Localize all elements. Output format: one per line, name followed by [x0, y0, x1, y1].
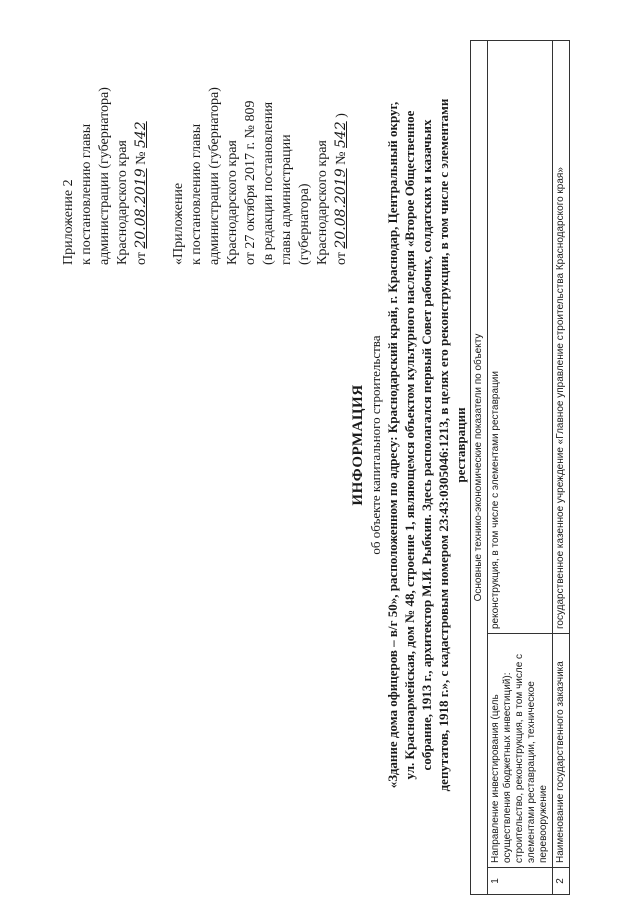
row-value: государственное казенное учреждение «Главное управление строительства Краснодарского края» [553, 41, 570, 634]
appendix-line: администрации (губернатора) [97, 87, 112, 265]
appendix-prev-line: главы администрации [279, 134, 294, 265]
indicators-table [470, 40, 570, 895]
date-prefix: от [134, 252, 149, 265]
appendix-line: Приложение 2 [61, 179, 76, 265]
closing-paren: ) [334, 113, 349, 118]
number-prefix: № [134, 151, 149, 165]
row-number: 2 [553, 868, 570, 895]
row-label: Направление инвестирования (цель осуществления бюджетных инвестиций): строительство, реконструкция, в том числе с элементами реставрации, техническое перевооружение [488, 634, 553, 868]
date-prefix: от [334, 252, 349, 265]
row-label: Наименование государственного заказчика [553, 634, 570, 868]
row-number: 1 [488, 868, 553, 895]
appendix-prev-line: (губернатора) [297, 183, 312, 265]
title-body-line: ул. Красноармейская, дом № 48, строение 1, являющемся объектом культурного наследия «Второе Общественное [402, 110, 417, 780]
document-subheading: об объекте капитального строительства [368, 335, 383, 555]
table-header: Основные технико-экономические показатели по объекту [471, 41, 488, 895]
handwritten-date: 20.08.2019 [333, 168, 349, 249]
appendix-prev-line: «Приложение [171, 182, 186, 265]
appendix-prev-line: к постановлению главы [189, 123, 204, 265]
handwritten-number: 542 [133, 121, 149, 149]
handwritten-date: 20.08.2019 [133, 168, 149, 249]
title-body-line: реставрации [453, 407, 468, 483]
table-row [553, 41, 570, 895]
appendix-block [60, 0, 151, 265]
appendix-prev-line: Краснодарского края [315, 140, 330, 265]
appendix-prev-date-line [332, 0, 351, 265]
appendix-prev-line: (в редакции постановления [261, 101, 276, 265]
title-body-line: депутатов, 1918 г.», с кадастровым номером 23:43:0305046:1213, в целях его реконструкции, в том числе с элементами [436, 98, 451, 792]
title-block [350, 95, 469, 795]
table-header-row [471, 41, 488, 895]
document-heading: ИНФОРМАЦИЯ [350, 384, 366, 506]
handwritten-number: 542 [333, 121, 349, 149]
appendix-prev-line: администрации (губернатора) [207, 87, 222, 265]
row-value: реконструкция, в том числе с элементами реставрации [488, 41, 553, 634]
number-prefix: № [334, 151, 349, 165]
title-body-line: собрание, 1913 г., архитектор М.И. Рыбкин. Здесь располагался первый Совет рабочих, солдатских и казачьих [419, 119, 434, 771]
table-row [488, 41, 553, 895]
appendix-prev-block [170, 0, 351, 265]
appendix-prev-line: от 27 октября 2017 г. № 809 [243, 100, 258, 265]
appendix-date-line [132, 0, 151, 265]
appendix-line: к постановлению главы [79, 123, 94, 265]
appendix-prev-line: Краснодарского края [225, 140, 240, 265]
appendix-line: Краснодарского края [115, 140, 130, 265]
title-body-line: «Здание дома офицеров – в/г 50», расположенном по адресу: Краснодарский край, г. Краснодар, Центральный округ, [385, 101, 400, 789]
